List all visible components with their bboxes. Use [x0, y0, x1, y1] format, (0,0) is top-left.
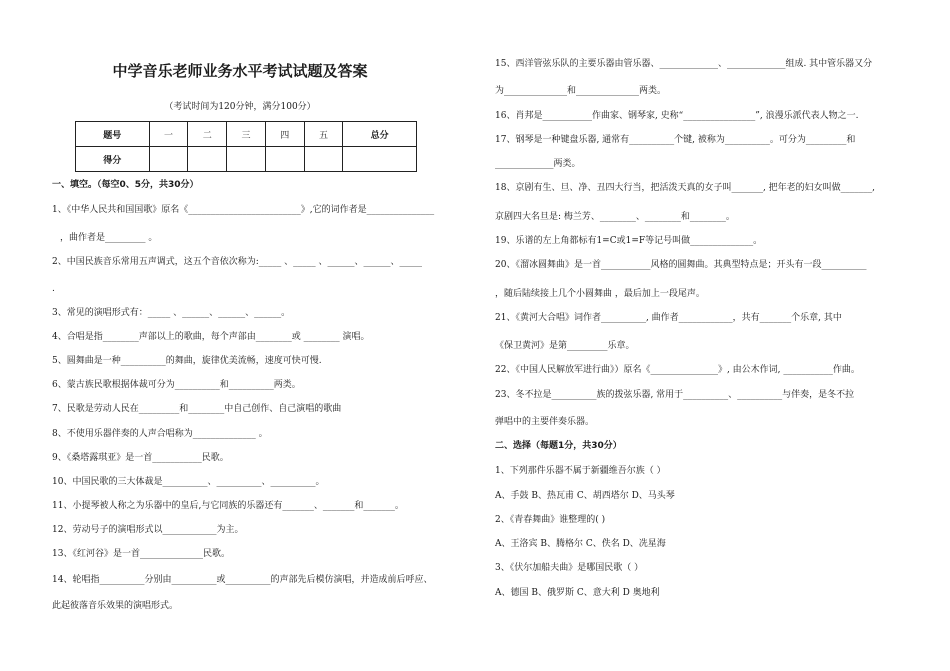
- question-line: ，曲作者是_________ 。: [60, 233, 158, 243]
- question-line: 8、不使用乐器伴奏的人声合唱称为______________ 。: [52, 429, 268, 439]
- question-line: 7、民歌是劳动人民在_________和________中自己创作、自己演唱的歌曲: [52, 404, 342, 414]
- question-line: 1、《中华人民共和国国歌》原名《_________________________》,它的词作者是_______________: [52, 205, 435, 215]
- score-table: [75, 121, 417, 172]
- score-header-cell: 一: [149, 122, 188, 147]
- question-line: 京剧四大名旦是: 梅兰芳、________、________和________。: [495, 212, 735, 222]
- question-line: 此起彼落音乐效果的演唱形式。: [52, 601, 179, 611]
- question-line: 2、《青春舞曲》谁整理的( ): [495, 515, 606, 525]
- question-line: 21、《黄河大合唱》词作者__________, 曲作者____________，共有_______个乐章, 其中: [495, 313, 842, 323]
- question-line: 14、轮唱指__________分别由__________或__________的声部先后模仿演唱，并造成前后呼应、: [52, 575, 433, 585]
- score-header-cell: 二: [188, 122, 227, 147]
- question-line: 为______________和______________两类。: [495, 86, 667, 96]
- question-line: .: [52, 284, 55, 294]
- score-cell[interactable]: [149, 147, 188, 172]
- answer-options: A、德国 B、俄罗斯 C、意大利 D 奥地利: [495, 588, 660, 598]
- score-cell[interactable]: [227, 147, 266, 172]
- question-line: _____________两类。: [495, 159, 581, 169]
- question-line: 10、中国民歌的三大体裁是__________、__________、__________。: [52, 477, 325, 487]
- question-line: 19、乐谱的左上角都标有1=C或1=F等记号叫做______________。: [495, 236, 763, 246]
- question-line: 3、常见的演唱形式有：_____ 、______、______、______。: [52, 308, 291, 318]
- question-line: 22、《中国人民解放军进行曲》）原名《_______________》, 由公木作词, ___________作曲。: [495, 365, 860, 375]
- question-line: 5、圆舞曲是一种__________的舞曲，旋律优美流畅，速度可快可慢.: [52, 356, 322, 366]
- score-row-label: 得分: [76, 147, 150, 172]
- score-row: [76, 147, 417, 172]
- question-line: 23、冬不拉是__________族的拨弦乐器, 常用于__________、__________与伴奏，是冬不拉: [495, 390, 855, 400]
- score-cell[interactable]: [265, 147, 304, 172]
- score-cell[interactable]: [188, 147, 227, 172]
- exam-subtitle: （考试时间为120分钟，满分100分）: [164, 102, 316, 112]
- question-line: ，随后陆续接上几个小圆舞曲 ，最后加上一段尾声。: [495, 289, 705, 299]
- page-title: 中学音乐老师业务水平考试试题及答案: [112, 62, 368, 80]
- question-line: 4、合唱是指________声部以上的歌曲，每个声部由________或 ________ 演唱。: [52, 332, 370, 342]
- question-line: 20、《溜冰圆舞曲》是一首___________风格的圆舞曲。其典型特点是；开头有一段__________: [495, 260, 867, 270]
- score-header-cell: 四: [265, 122, 304, 147]
- score-header-row: [76, 122, 417, 147]
- score-header-cell: 总分: [343, 122, 417, 147]
- question-line: 9、《桑塔露琪亚》是一首___________民歌。: [52, 453, 229, 463]
- score-cell[interactable]: [304, 147, 343, 172]
- question-line: 13、《红河谷》是一首______________民歌。: [52, 549, 230, 559]
- question-line: 3、《伏尔加船夫曲》是哪国民歌（ ）: [495, 563, 644, 573]
- score-cell[interactable]: [343, 147, 417, 172]
- question-line: 6、蒙古族民歌根据体裁可分为__________和__________两类。: [52, 380, 301, 390]
- question-line: 18、京剧有生、旦、净、丑四大行当，把活泼天真的女子叫_______, 把年老的妇女叫做_______,: [495, 183, 876, 193]
- score-header-cell: 三: [227, 122, 266, 147]
- question-line: 《保卫黄河》是第_________乐章。: [495, 341, 635, 351]
- question-line: 11、小提琴被人称之为乐器中的皇后,与它同族的乐器还有_______、_______和_______。: [52, 501, 404, 511]
- question-line: 弹唱中的主要伴奏乐器。: [495, 417, 595, 427]
- question-line: 1、下列那件乐器不属于新疆维吾尔族（ ）: [495, 466, 666, 476]
- score-header-cell: 五: [304, 122, 343, 147]
- question-line: 15、西洋管弦乐队的主要乐器由管乐器、_____________、_____________组成. 其中管乐器又分: [495, 59, 873, 69]
- question-line: 12、劳动号子的演唱形式以____________为主。: [52, 525, 244, 535]
- question-line: 16、肖邦是___________作曲家、钢琴家, 史称“________________”, 浪漫乐派代表人物之一.: [495, 111, 859, 121]
- question-line: 2、中国民族音乐常用五声调式，这五个音依次称为:_____ 、_____ 、______、______、_____: [52, 257, 422, 267]
- question-line: 17、钢琴是一种键盘乐器, 通常有__________个键, 被称为__________。可分为_________和: [495, 135, 856, 145]
- answer-options: A、手鼓 B、热瓦甫 C、胡西塔尔 D、马头琴: [495, 491, 675, 501]
- section-heading-fill-in: 一、填空。（每空0、5分，共30分）: [52, 180, 199, 190]
- answer-options: A、王洛宾 B、腾格尔 C、佚名 D、冼星海: [495, 539, 666, 549]
- section-heading-choice: 二、选择（每题1分，共30分）: [495, 441, 622, 451]
- score-header-cell: 题号: [76, 122, 150, 147]
